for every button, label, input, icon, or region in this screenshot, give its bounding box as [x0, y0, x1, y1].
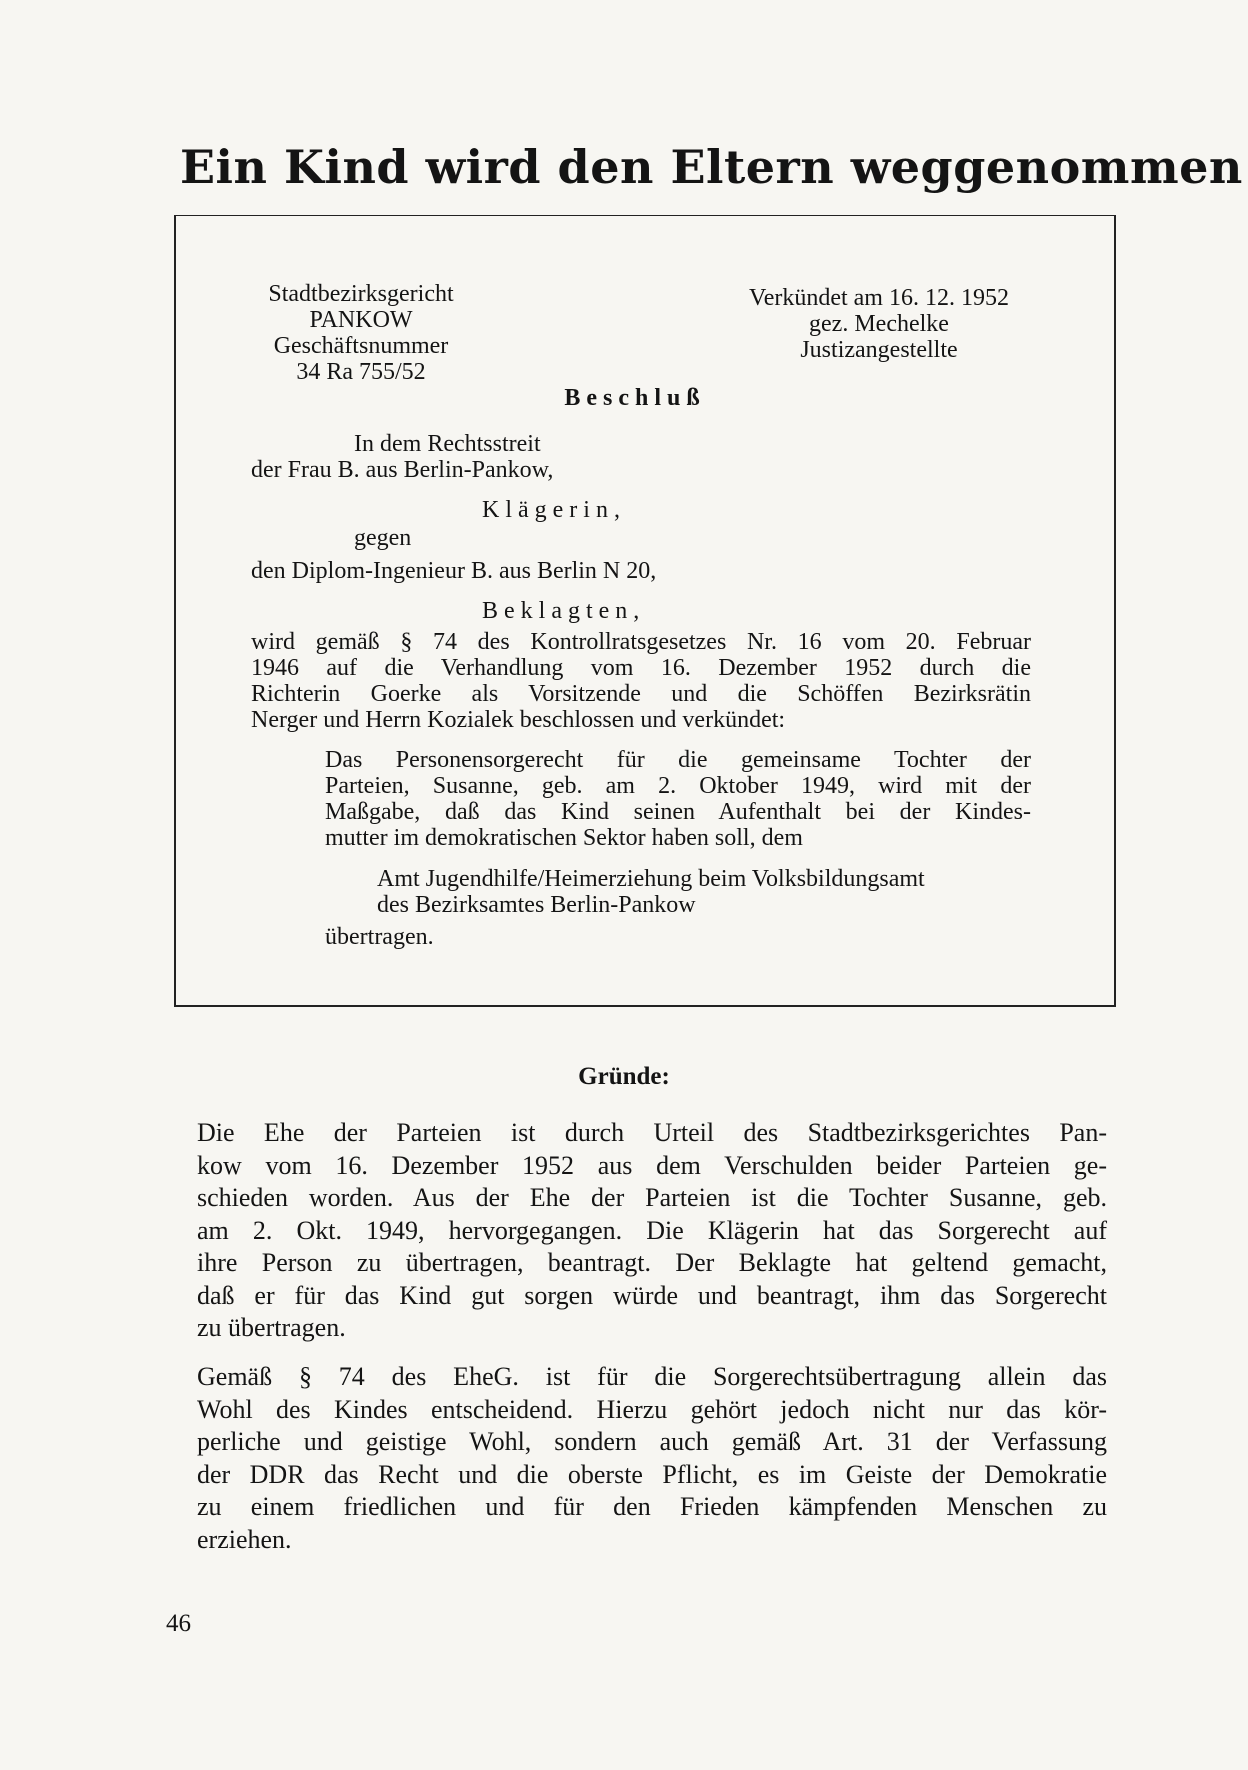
transferred-text: übertragen. [325, 924, 434, 950]
text-line: daß er für das Kind gut sorgen würde und beantragt, ihm das Sorgerecht [197, 1280, 1107, 1310]
order-line: Parteien, Susanne, geb. am 2. Oktober 1949, wird mit der [325, 773, 1031, 799]
text-line: Wohl des Kindes entscheidend. Hierzu gehört jedoch nicht nur das kör- [197, 1394, 1107, 1424]
order-line: mutter im demokratischen Sektor haben soll, dem [325, 825, 803, 851]
text-line: perliche und geistige Wohl, sondern auch gemäß Art. 31 der Verfassung [197, 1427, 1107, 1456]
reasons-paragraph-1 [197, 1117, 1107, 1345]
ruling-line: Nerger und Herrn Kozialek beschlossen und verkündet: [251, 707, 786, 733]
defendant-description: den Diplom-Ingenieur B. aus Berlin N 20, [251, 558, 657, 584]
text-line: zu übertragen. [197, 1313, 346, 1342]
ruling-line: wird gemäß § 74 des Kontrollratsgesetzes Nr. 16 vom 20. Februar [251, 629, 1031, 655]
plaintiff-description: der Frau B. aus Berlin-Pankow, [251, 457, 554, 483]
text-line: kow vom 16. Dezember 1952 aus dem Verschulden beider Parteien ge- [197, 1150, 1107, 1180]
text-line: zu einem friedlichen und für den Frieden kämpfenden Menschen zu [197, 1492, 1107, 1521]
case-intro: In dem Rechtsstreit [354, 431, 541, 457]
text-line: der DDR das Recht und die oberste Pflicht, es im Geiste der Demokratie [197, 1459, 1107, 1489]
file-number: 34 Ra 755/52 [296, 359, 426, 385]
page-title: Ein Kind wird den Eltern weggenommen [180, 140, 1243, 194]
order-line: Das Personensorgerecht für die gemeinsame Tochter der [325, 747, 1031, 773]
text-line: erziehen. [197, 1524, 292, 1554]
text-line: schieden worden. Aus der Ehe der Parteien ist die Tochter Susanne, geb. [197, 1183, 1107, 1212]
file-number-label: Geschäftsnummer [273, 333, 449, 359]
decision-heading: Beschluß [564, 385, 706, 411]
text-line: am 2. Okt. 1949, hervorgegangen. Die Klägerin hat das Sorgerecht auf [197, 1215, 1107, 1245]
signer-role: Justizangestellte [800, 337, 958, 363]
text-line: ihre Person zu übertragen, beantragt. Der Beklagte hat geltend gemacht, [197, 1248, 1107, 1277]
against-label: gegen [354, 525, 412, 551]
page-number: 46 [166, 1610, 191, 1637]
reasons-paragraph-2 [197, 1361, 1107, 1556]
ruling-line: Richterin Goerke als Vorsitzende und die Schöffen Bezirksrätin [251, 681, 1031, 707]
text-line: Gemäß § 74 des EheG. ist für die Sorgerechtsübertragung allein das [197, 1362, 1107, 1391]
announcement-date: Verkündet am 16. 12. 1952 [749, 285, 1009, 311]
ruling-line: 1946 auf die Verhandlung vom 16. Dezember 1952 durch die [251, 655, 1031, 681]
court-name: Stadtbezirksgericht [268, 281, 454, 307]
court-district: PANKOW [309, 307, 413, 333]
plaintiff-label: Klägerin, [482, 497, 626, 523]
defendant-label: Beklagten, [482, 598, 646, 624]
signed-by: gez. Mechelke [809, 311, 949, 337]
authority-line: Amt Jugendhilfe/Heimerziehung beim Volksbildungsamt [377, 866, 925, 892]
order-line: Maßgabe, daß das Kind seinen Aufenthalt bei der Kindes- [325, 799, 1031, 825]
text-line: Die Ehe der Parteien ist durch Urteil des Stadtbezirksgerichtes Pan- [197, 1118, 1107, 1147]
authority-line: des Bezirksamtes Berlin-Pankow [377, 892, 696, 918]
reasons-heading: Gründe: [578, 1063, 670, 1090]
